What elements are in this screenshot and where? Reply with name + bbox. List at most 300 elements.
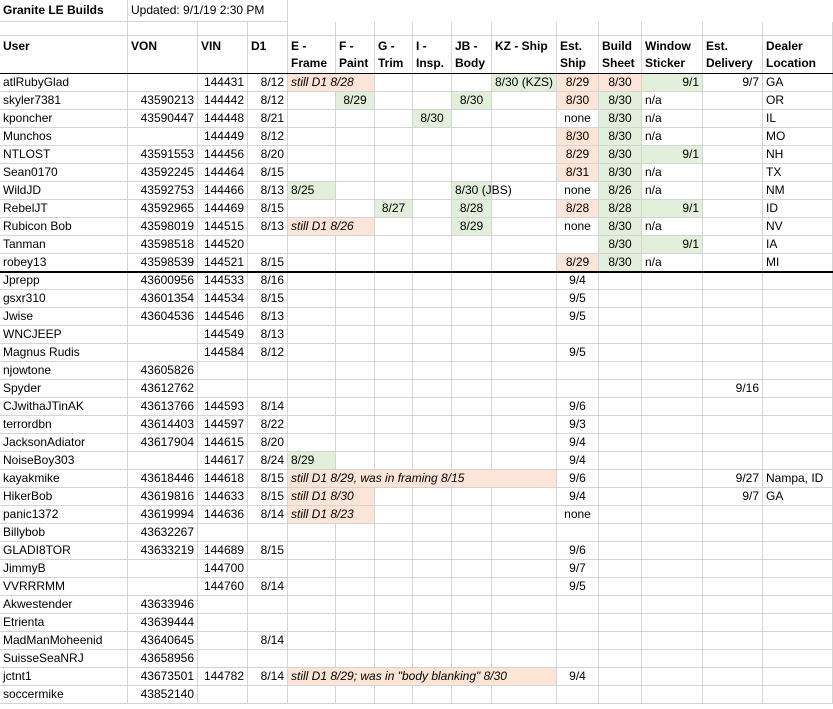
header-von[interactable] bbox=[128, 36, 198, 74]
cell-trim[interactable] bbox=[375, 686, 413, 704]
cell-build-sheet[interactable] bbox=[599, 380, 642, 398]
cell-kz-ship[interactable] bbox=[492, 488, 557, 506]
cell-frame[interactable] bbox=[288, 236, 336, 254]
cell-frame[interactable] bbox=[288, 434, 336, 452]
cell-von[interactable] bbox=[128, 362, 198, 380]
cell-trim[interactable] bbox=[375, 74, 413, 92]
cell-trim[interactable] bbox=[375, 344, 413, 362]
cell-body[interactable] bbox=[452, 326, 492, 344]
cell-body[interactable] bbox=[452, 614, 492, 632]
cell-von[interactable] bbox=[128, 524, 198, 542]
cell-von[interactable] bbox=[128, 326, 198, 344]
cell-user[interactable] bbox=[0, 218, 128, 236]
cell-est-delivery[interactable] bbox=[703, 650, 763, 668]
header-trim[interactable] bbox=[375, 36, 413, 74]
cell-von[interactable] bbox=[128, 506, 198, 524]
cell-vin[interactable] bbox=[198, 344, 248, 362]
cell-d1[interactable] bbox=[248, 254, 288, 272]
cell-d1[interactable] bbox=[248, 686, 288, 704]
cell-insp[interactable] bbox=[413, 434, 452, 452]
cell-insp[interactable] bbox=[413, 614, 452, 632]
cell-body[interactable] bbox=[452, 434, 492, 452]
cell-kz-ship[interactable] bbox=[492, 182, 557, 200]
cell-vin[interactable] bbox=[198, 92, 248, 110]
header-est-delivery[interactable] bbox=[703, 36, 763, 74]
cell-est-ship[interactable] bbox=[557, 164, 599, 182]
cell-est-delivery[interactable] bbox=[703, 578, 763, 596]
cell-paint[interactable] bbox=[336, 290, 375, 308]
cell-insp[interactable] bbox=[413, 128, 452, 146]
cell-dealer-location[interactable] bbox=[763, 452, 833, 470]
cell-dealer-location[interactable] bbox=[763, 326, 833, 344]
cell-von[interactable] bbox=[128, 236, 198, 254]
cell-frame[interactable] bbox=[288, 380, 336, 398]
cell-frame[interactable] bbox=[288, 164, 336, 182]
cell-est-ship[interactable] bbox=[557, 128, 599, 146]
cell-d1[interactable] bbox=[248, 506, 288, 524]
cell-user[interactable] bbox=[0, 578, 128, 596]
cell-body[interactable] bbox=[452, 308, 492, 326]
cell-build-sheet[interactable] bbox=[599, 398, 642, 416]
cell-window-sticker[interactable] bbox=[642, 110, 703, 128]
cell-build-sheet[interactable] bbox=[599, 164, 642, 182]
cell-est-delivery[interactable] bbox=[703, 344, 763, 362]
cell-d1[interactable] bbox=[248, 578, 288, 596]
cell-insp[interactable] bbox=[413, 650, 452, 668]
cell-insp[interactable] bbox=[413, 308, 452, 326]
cell-build-sheet[interactable] bbox=[599, 560, 642, 578]
cell-build-sheet[interactable] bbox=[599, 128, 642, 146]
cell-kz-ship[interactable] bbox=[492, 326, 557, 344]
updated-label[interactable]: Updated: 9/1/19 2:30 PM bbox=[128, 0, 288, 22]
cell-insp[interactable] bbox=[413, 200, 452, 218]
cell-insp[interactable] bbox=[413, 182, 452, 200]
cell-est-delivery[interactable] bbox=[703, 506, 763, 524]
cell-von[interactable] bbox=[128, 632, 198, 650]
cell-frame[interactable] bbox=[288, 200, 336, 218]
cell-user[interactable] bbox=[0, 542, 128, 560]
cell-d1[interactable] bbox=[248, 632, 288, 650]
cell-est-delivery[interactable] bbox=[703, 632, 763, 650]
cell-est-ship[interactable] bbox=[557, 506, 599, 524]
cell-paint[interactable] bbox=[336, 182, 375, 200]
cell-kz-ship[interactable] bbox=[492, 308, 557, 326]
cell-insp[interactable] bbox=[413, 326, 452, 344]
cell-kz-ship[interactable] bbox=[492, 236, 557, 254]
cell-von[interactable] bbox=[128, 380, 198, 398]
cell-von[interactable] bbox=[128, 542, 198, 560]
header-frame[interactable] bbox=[288, 36, 336, 74]
cell-window-sticker[interactable] bbox=[642, 308, 703, 326]
cell-dealer-location[interactable] bbox=[763, 596, 833, 614]
cell-frame[interactable] bbox=[288, 128, 336, 146]
cell-dealer-location[interactable] bbox=[763, 578, 833, 596]
cell-frame[interactable] bbox=[288, 524, 336, 542]
header-build-sheet[interactable] bbox=[599, 36, 642, 74]
cell-est-delivery[interactable] bbox=[703, 218, 763, 236]
cell-window-sticker[interactable] bbox=[642, 128, 703, 146]
cell-d1[interactable] bbox=[248, 146, 288, 164]
cell-user[interactable] bbox=[0, 434, 128, 452]
cell-window-sticker[interactable] bbox=[642, 290, 703, 308]
cell-est-delivery[interactable] bbox=[703, 560, 763, 578]
cell-body[interactable] bbox=[452, 344, 492, 362]
header-d1[interactable] bbox=[248, 36, 288, 74]
cell-vin[interactable] bbox=[198, 488, 248, 506]
cell-trim[interactable] bbox=[375, 128, 413, 146]
cell-build-sheet[interactable] bbox=[599, 146, 642, 164]
cell-kz-ship[interactable] bbox=[492, 614, 557, 632]
cell-dealer-location[interactable] bbox=[763, 164, 833, 182]
cell-d1[interactable] bbox=[248, 200, 288, 218]
cell-est-delivery[interactable] bbox=[703, 290, 763, 308]
cell-trim[interactable] bbox=[375, 560, 413, 578]
cell-window-sticker[interactable] bbox=[642, 326, 703, 344]
cell-build-sheet[interactable] bbox=[599, 686, 642, 704]
cell-d1[interactable] bbox=[248, 452, 288, 470]
cell-d1[interactable] bbox=[248, 434, 288, 452]
cell-insp[interactable] bbox=[413, 290, 452, 308]
cell-kz-ship[interactable] bbox=[492, 380, 557, 398]
cell-est-ship[interactable] bbox=[557, 200, 599, 218]
cell-insp[interactable] bbox=[413, 416, 452, 434]
spacer-cell[interactable] bbox=[128, 22, 198, 36]
cell-window-sticker[interactable] bbox=[642, 452, 703, 470]
cell-vin[interactable] bbox=[198, 164, 248, 182]
spacer-cell[interactable] bbox=[413, 22, 452, 36]
cell-paint[interactable] bbox=[336, 542, 375, 560]
cell-body[interactable] bbox=[452, 686, 492, 704]
cell-paint[interactable] bbox=[336, 164, 375, 182]
cell-paint[interactable] bbox=[336, 146, 375, 164]
cell-insp[interactable] bbox=[413, 92, 452, 110]
cell-est-delivery[interactable] bbox=[703, 398, 763, 416]
cell-insp[interactable] bbox=[413, 488, 452, 506]
cell-kz-ship[interactable] bbox=[492, 560, 557, 578]
cell-frame[interactable] bbox=[288, 326, 336, 344]
cell-trim[interactable] bbox=[375, 650, 413, 668]
cell-build-sheet[interactable] bbox=[599, 578, 642, 596]
cell-vin[interactable] bbox=[198, 254, 248, 272]
cell-window-sticker[interactable] bbox=[642, 344, 703, 362]
cell-window-sticker[interactable] bbox=[642, 272, 703, 290]
cell-window-sticker[interactable] bbox=[642, 596, 703, 614]
cell-window-sticker[interactable] bbox=[642, 668, 703, 686]
cell-d1[interactable] bbox=[248, 164, 288, 182]
cell-frame[interactable] bbox=[288, 218, 375, 236]
cell-user[interactable] bbox=[0, 560, 128, 578]
cell-dealer-location[interactable] bbox=[763, 200, 833, 218]
cell-est-ship[interactable] bbox=[557, 146, 599, 164]
cell-dealer-location[interactable] bbox=[763, 488, 833, 506]
cell-frame[interactable] bbox=[288, 596, 336, 614]
cell-trim[interactable] bbox=[375, 434, 413, 452]
cell-paint[interactable] bbox=[336, 434, 375, 452]
cell-paint[interactable] bbox=[336, 416, 375, 434]
cell-dealer-location[interactable] bbox=[763, 650, 833, 668]
cell-build-sheet[interactable] bbox=[599, 110, 642, 128]
cell-trim[interactable] bbox=[375, 92, 413, 110]
cell-frame[interactable] bbox=[288, 308, 336, 326]
cell-paint[interactable] bbox=[336, 614, 375, 632]
cell-window-sticker[interactable] bbox=[642, 200, 703, 218]
cell-user[interactable] bbox=[0, 290, 128, 308]
cell-d1[interactable] bbox=[248, 470, 288, 488]
cell-window-sticker[interactable] bbox=[642, 236, 703, 254]
cell-dealer-location[interactable] bbox=[763, 398, 833, 416]
cell-est-ship[interactable] bbox=[557, 362, 599, 380]
cell-dealer-location[interactable] bbox=[763, 272, 833, 290]
cell-d1[interactable] bbox=[248, 92, 288, 110]
cell-paint[interactable] bbox=[336, 272, 375, 290]
cell-user[interactable] bbox=[0, 254, 128, 272]
cell-est-delivery[interactable] bbox=[703, 452, 763, 470]
cell-trim[interactable] bbox=[375, 524, 413, 542]
cell-d1[interactable] bbox=[248, 596, 288, 614]
cell-body[interactable] bbox=[452, 632, 492, 650]
cell-user[interactable] bbox=[0, 398, 128, 416]
cell-frame[interactable] bbox=[288, 362, 336, 380]
cell-frame[interactable] bbox=[288, 614, 336, 632]
cell-build-sheet[interactable] bbox=[599, 92, 642, 110]
cell-body[interactable] bbox=[452, 650, 492, 668]
cell-d1[interactable] bbox=[248, 416, 288, 434]
cell-trim[interactable] bbox=[375, 218, 413, 236]
cell-window-sticker[interactable] bbox=[642, 650, 703, 668]
spacer-cell[interactable] bbox=[763, 22, 833, 36]
cell-trim[interactable] bbox=[375, 290, 413, 308]
cell-vin[interactable] bbox=[198, 542, 248, 560]
cell-body[interactable] bbox=[452, 416, 492, 434]
cell-frame[interactable] bbox=[288, 470, 557, 488]
cell-vin[interactable] bbox=[198, 146, 248, 164]
cell-insp[interactable] bbox=[413, 74, 452, 92]
cell-d1[interactable] bbox=[248, 182, 288, 200]
cell-d1[interactable] bbox=[248, 74, 288, 92]
cell-paint[interactable] bbox=[336, 524, 375, 542]
cell-window-sticker[interactable] bbox=[642, 398, 703, 416]
cell-von[interactable] bbox=[128, 614, 198, 632]
cell-trim[interactable] bbox=[375, 398, 413, 416]
cell-est-ship[interactable] bbox=[557, 632, 599, 650]
cell-trim[interactable] bbox=[375, 146, 413, 164]
cell-insp[interactable] bbox=[413, 110, 452, 128]
cell-d1[interactable] bbox=[248, 560, 288, 578]
cell-von[interactable] bbox=[128, 650, 198, 668]
cell-kz-ship[interactable] bbox=[492, 434, 557, 452]
cell-body[interactable] bbox=[452, 218, 492, 236]
cell-paint[interactable] bbox=[336, 362, 375, 380]
cell-von[interactable] bbox=[128, 398, 198, 416]
cell-paint[interactable] bbox=[336, 686, 375, 704]
cell-dealer-location[interactable] bbox=[763, 632, 833, 650]
cell-user[interactable] bbox=[0, 686, 128, 704]
cell-body[interactable] bbox=[452, 272, 492, 290]
cell-frame[interactable] bbox=[288, 110, 336, 128]
cell-build-sheet[interactable] bbox=[599, 452, 642, 470]
header-vin[interactable] bbox=[198, 36, 248, 74]
cell-vin[interactable] bbox=[198, 308, 248, 326]
cell-d1[interactable] bbox=[248, 110, 288, 128]
cell-vin[interactable] bbox=[198, 380, 248, 398]
cell-user[interactable] bbox=[0, 668, 128, 686]
cell-window-sticker[interactable] bbox=[642, 164, 703, 182]
cell-trim[interactable] bbox=[375, 200, 413, 218]
cell-window-sticker[interactable] bbox=[642, 488, 703, 506]
cell-paint[interactable] bbox=[336, 344, 375, 362]
cell-body[interactable] bbox=[452, 182, 512, 200]
cell-paint[interactable] bbox=[336, 380, 375, 398]
cell-kz-ship[interactable] bbox=[492, 110, 557, 128]
cell-kz-ship[interactable] bbox=[492, 290, 557, 308]
cell-dealer-location[interactable] bbox=[763, 236, 833, 254]
cell-est-ship[interactable] bbox=[557, 614, 599, 632]
cell-insp[interactable] bbox=[413, 398, 452, 416]
cell-window-sticker[interactable] bbox=[642, 542, 703, 560]
cell-insp[interactable] bbox=[413, 542, 452, 560]
cell-est-ship[interactable] bbox=[557, 578, 599, 596]
cell-d1[interactable] bbox=[248, 398, 288, 416]
cell-paint[interactable] bbox=[336, 650, 375, 668]
cell-von[interactable] bbox=[128, 308, 198, 326]
header-window-sticker[interactable] bbox=[642, 36, 703, 74]
cell-kz-ship[interactable] bbox=[492, 146, 557, 164]
cell-trim[interactable] bbox=[375, 326, 413, 344]
cell-build-sheet[interactable] bbox=[599, 596, 642, 614]
cell-vin[interactable] bbox=[198, 452, 248, 470]
cell-kz-ship[interactable] bbox=[492, 416, 557, 434]
cell-user[interactable] bbox=[0, 488, 128, 506]
cell-frame[interactable] bbox=[288, 560, 336, 578]
cell-vin[interactable] bbox=[198, 614, 248, 632]
cell-von[interactable] bbox=[128, 74, 198, 92]
cell-est-ship[interactable] bbox=[557, 74, 599, 92]
cell-dealer-location[interactable] bbox=[763, 92, 833, 110]
cell-insp[interactable] bbox=[413, 254, 452, 272]
cell-window-sticker[interactable] bbox=[642, 686, 703, 704]
cell-von[interactable] bbox=[128, 218, 198, 236]
cell-est-ship[interactable] bbox=[557, 524, 599, 542]
cell-vin[interactable] bbox=[198, 506, 248, 524]
cell-trim[interactable] bbox=[375, 110, 413, 128]
cell-vin[interactable] bbox=[198, 434, 248, 452]
cell-user[interactable] bbox=[0, 74, 128, 92]
cell-window-sticker[interactable] bbox=[642, 524, 703, 542]
cell-est-ship[interactable] bbox=[557, 272, 599, 290]
cell-d1[interactable] bbox=[248, 344, 288, 362]
cell-trim[interactable] bbox=[375, 506, 413, 524]
cell-user[interactable] bbox=[0, 182, 128, 200]
cell-body[interactable] bbox=[452, 200, 492, 218]
cell-trim[interactable] bbox=[375, 542, 413, 560]
cell-dealer-location[interactable] bbox=[763, 344, 833, 362]
cell-trim[interactable] bbox=[375, 452, 413, 470]
header-body[interactable] bbox=[452, 36, 492, 74]
cell-insp[interactable] bbox=[413, 218, 452, 236]
cell-frame[interactable] bbox=[288, 416, 336, 434]
cell-dealer-location[interactable] bbox=[763, 110, 833, 128]
spacer-cell[interactable] bbox=[557, 22, 599, 36]
cell-est-delivery[interactable] bbox=[703, 200, 763, 218]
cell-insp[interactable] bbox=[413, 236, 452, 254]
cell-frame[interactable] bbox=[288, 686, 336, 704]
spacer-cell[interactable] bbox=[599, 22, 642, 36]
cell-est-ship[interactable] bbox=[557, 110, 599, 128]
cell-kz-ship[interactable] bbox=[492, 164, 557, 182]
cell-d1[interactable] bbox=[248, 128, 288, 146]
cell-est-ship[interactable] bbox=[557, 416, 599, 434]
cell-est-ship[interactable] bbox=[557, 398, 599, 416]
cell-kz-ship[interactable] bbox=[492, 92, 557, 110]
cell-insp[interactable] bbox=[413, 344, 452, 362]
cell-est-delivery[interactable] bbox=[703, 326, 763, 344]
cell-paint[interactable] bbox=[336, 452, 375, 470]
header-est-ship[interactable] bbox=[557, 36, 599, 74]
cell-est-ship[interactable] bbox=[557, 668, 599, 686]
cell-d1[interactable] bbox=[248, 308, 288, 326]
cell-frame[interactable] bbox=[288, 290, 336, 308]
cell-body[interactable] bbox=[452, 542, 492, 560]
cell-vin[interactable] bbox=[198, 650, 248, 668]
cell-user[interactable] bbox=[0, 596, 128, 614]
cell-est-ship[interactable] bbox=[557, 686, 599, 704]
cell-kz-ship[interactable] bbox=[492, 254, 557, 272]
cell-vin[interactable] bbox=[198, 272, 248, 290]
cell-d1[interactable] bbox=[248, 290, 288, 308]
cell-window-sticker[interactable] bbox=[642, 614, 703, 632]
cell-d1[interactable] bbox=[248, 524, 288, 542]
cell-user[interactable] bbox=[0, 344, 128, 362]
cell-von[interactable] bbox=[128, 488, 198, 506]
cell-window-sticker[interactable] bbox=[642, 470, 703, 488]
cell-body[interactable] bbox=[452, 398, 492, 416]
cell-d1[interactable] bbox=[248, 542, 288, 560]
cell-insp[interactable] bbox=[413, 524, 452, 542]
cell-est-ship[interactable] bbox=[557, 236, 599, 254]
cell-dealer-location[interactable] bbox=[763, 146, 833, 164]
cell-est-delivery[interactable] bbox=[703, 236, 763, 254]
cell-window-sticker[interactable] bbox=[642, 182, 703, 200]
cell-build-sheet[interactable] bbox=[599, 524, 642, 542]
cell-build-sheet[interactable] bbox=[599, 182, 642, 200]
cell-build-sheet[interactable] bbox=[599, 632, 642, 650]
cell-kz-ship[interactable] bbox=[492, 272, 557, 290]
cell-von[interactable] bbox=[128, 164, 198, 182]
cell-frame[interactable] bbox=[288, 488, 375, 506]
cell-von[interactable] bbox=[128, 668, 198, 686]
cell-build-sheet[interactable] bbox=[599, 488, 642, 506]
header-dealer-location[interactable] bbox=[763, 36, 833, 74]
cell-insp[interactable] bbox=[413, 146, 452, 164]
cell-paint[interactable] bbox=[336, 200, 375, 218]
cell-build-sheet[interactable] bbox=[599, 614, 642, 632]
cell-user[interactable] bbox=[0, 650, 128, 668]
cell-frame[interactable] bbox=[288, 74, 375, 92]
cell-von[interactable] bbox=[128, 344, 198, 362]
cell-window-sticker[interactable] bbox=[642, 380, 703, 398]
cell-vin[interactable] bbox=[198, 596, 248, 614]
cell-body[interactable] bbox=[452, 74, 492, 92]
cell-dealer-location[interactable] bbox=[763, 542, 833, 560]
cell-kz-ship[interactable] bbox=[492, 128, 557, 146]
cell-von[interactable] bbox=[128, 416, 198, 434]
cell-user[interactable] bbox=[0, 308, 128, 326]
cell-est-delivery[interactable] bbox=[703, 254, 763, 272]
cell-kz-ship[interactable] bbox=[492, 596, 557, 614]
cell-von[interactable] bbox=[128, 578, 198, 596]
spacer-cell[interactable] bbox=[248, 22, 288, 36]
cell-d1[interactable] bbox=[248, 380, 288, 398]
